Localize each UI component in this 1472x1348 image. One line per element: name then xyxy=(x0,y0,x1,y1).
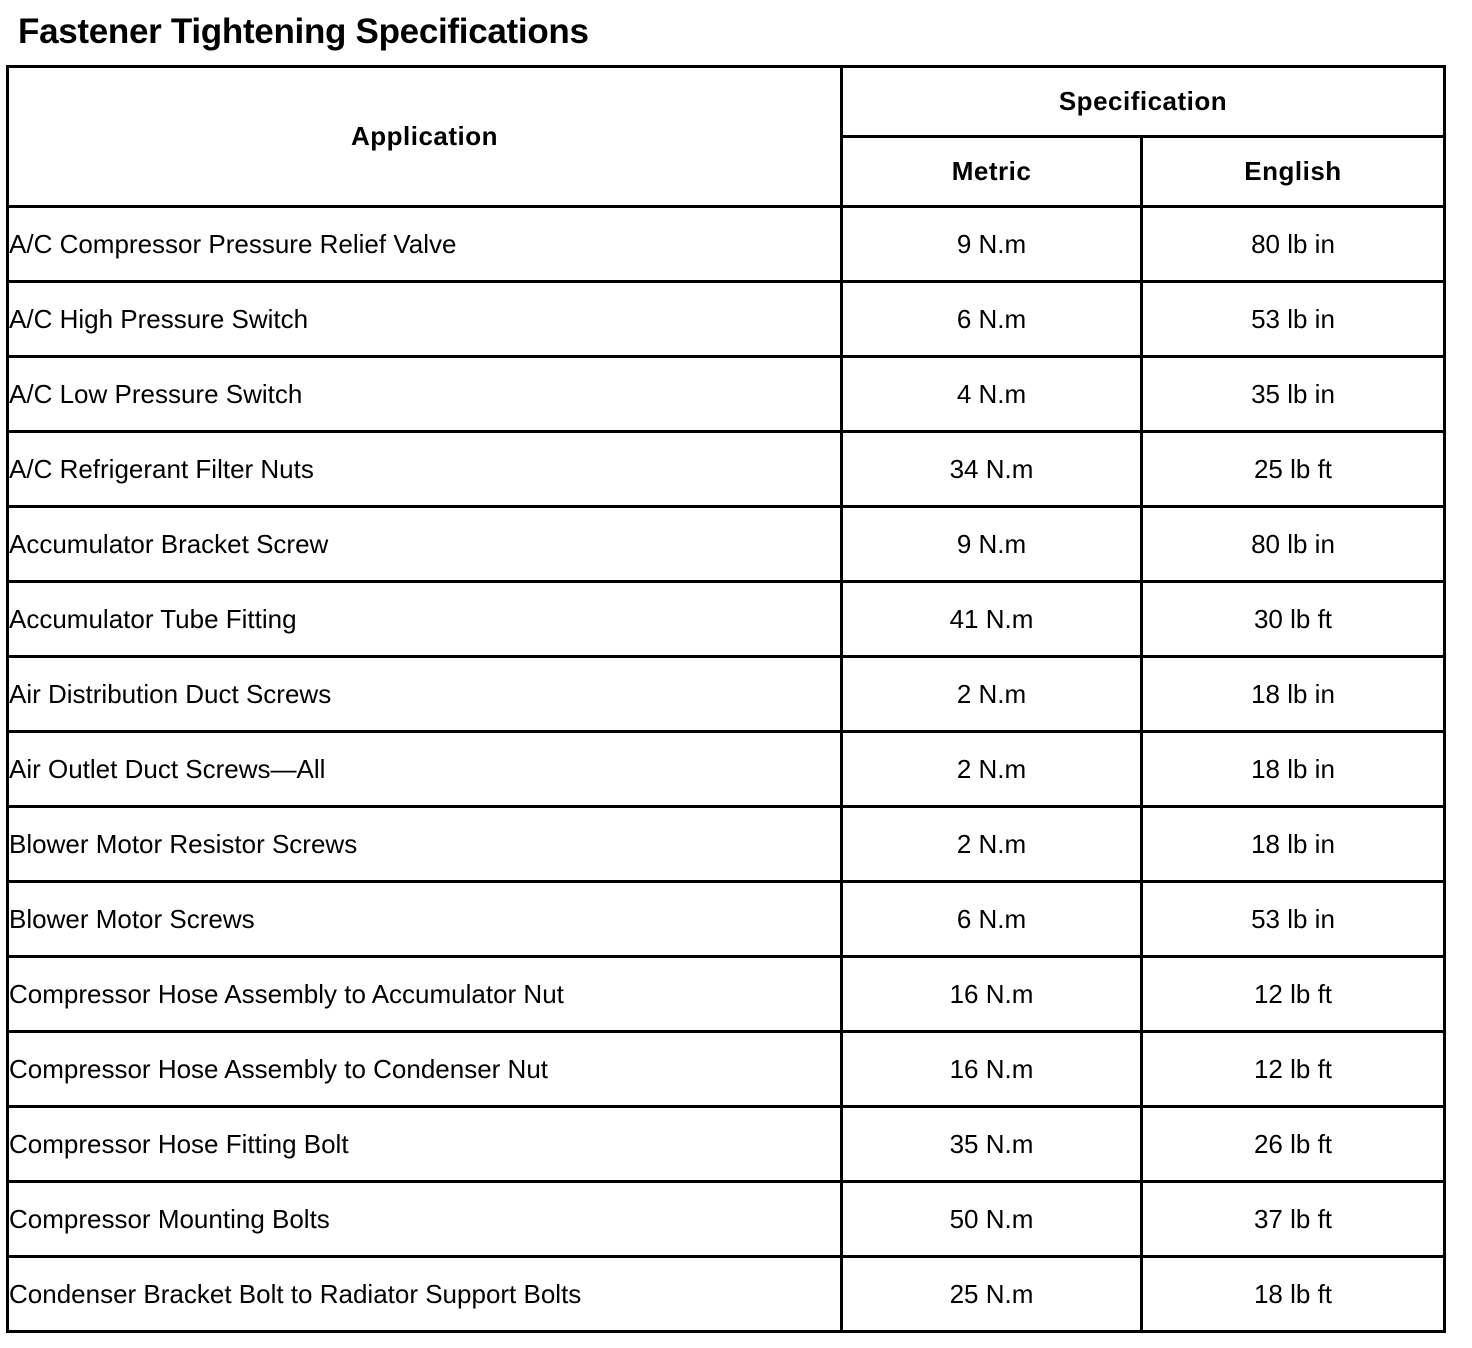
english-value-cell: 80 lb in xyxy=(1142,207,1445,282)
table-row xyxy=(8,732,1445,807)
metric-value-cell: 34 N.m xyxy=(842,432,1142,507)
table-row xyxy=(8,807,1445,882)
application-cell: Air Distribution Duct Screws xyxy=(8,657,842,732)
table-row xyxy=(8,357,1445,432)
metric-value-cell: 6 N.m xyxy=(842,282,1142,357)
table-row xyxy=(8,1107,1445,1182)
application-cell: Compressor Mounting Bolts xyxy=(8,1182,842,1257)
table-row xyxy=(8,432,1445,507)
application-cell: Accumulator Bracket Screw xyxy=(8,507,842,582)
metric-value-cell: 2 N.m xyxy=(842,657,1142,732)
table-row xyxy=(8,1032,1445,1107)
english-value-cell: 53 lb in xyxy=(1142,882,1445,957)
application-cell: A/C Compressor Pressure Relief Valve xyxy=(8,207,842,282)
application-column-header: Application xyxy=(8,67,842,207)
metric-column-header: Metric xyxy=(842,137,1142,207)
metric-value-cell: 25 N.m xyxy=(842,1257,1142,1332)
specification-column-header: Specification xyxy=(842,67,1445,137)
application-cell: Compressor Hose Fitting Bolt xyxy=(8,1107,842,1182)
english-column-header: English xyxy=(1142,137,1445,207)
table-row xyxy=(8,1257,1445,1332)
table-row xyxy=(8,582,1445,657)
english-value-cell: 12 lb ft xyxy=(1142,957,1445,1032)
metric-value-cell: 41 N.m xyxy=(842,582,1142,657)
table-row xyxy=(8,507,1445,582)
metric-value-cell: 35 N.m xyxy=(842,1107,1142,1182)
metric-value-cell: 16 N.m xyxy=(842,1032,1142,1107)
table-row xyxy=(8,207,1445,282)
metric-value-cell: 2 N.m xyxy=(842,807,1142,882)
metric-value-cell: 50 N.m xyxy=(842,1182,1142,1257)
table-body xyxy=(8,207,1445,1332)
metric-value-cell: 6 N.m xyxy=(842,882,1142,957)
metric-value-cell: 4 N.m xyxy=(842,357,1142,432)
application-cell: Condenser Bracket Bolt to Radiator Support Bolts xyxy=(8,1257,842,1332)
fastener-spec-table xyxy=(6,65,1446,1333)
application-cell: Compressor Hose Assembly to Accumulator Nut xyxy=(8,957,842,1032)
application-cell: Blower Motor Screws xyxy=(8,882,842,957)
english-value-cell: 18 lb in xyxy=(1142,807,1445,882)
metric-value-cell: 9 N.m xyxy=(842,507,1142,582)
metric-value-cell: 2 N.m xyxy=(842,732,1142,807)
application-cell: A/C Low Pressure Switch xyxy=(8,357,842,432)
application-cell: Blower Motor Resistor Screws xyxy=(8,807,842,882)
english-value-cell: 80 lb in xyxy=(1142,507,1445,582)
table-row xyxy=(8,882,1445,957)
table-header xyxy=(8,67,1445,207)
english-value-cell: 18 lb ft xyxy=(1142,1257,1445,1332)
english-value-cell: 35 lb in xyxy=(1142,357,1445,432)
english-value-cell: 18 lb in xyxy=(1142,657,1445,732)
english-value-cell: 12 lb ft xyxy=(1142,1032,1445,1107)
application-cell: Accumulator Tube Fitting xyxy=(8,582,842,657)
english-value-cell: 25 lb ft xyxy=(1142,432,1445,507)
table-row xyxy=(8,657,1445,732)
english-value-cell: 53 lb in xyxy=(1142,282,1445,357)
metric-value-cell: 9 N.m xyxy=(842,207,1142,282)
application-cell: A/C Refrigerant Filter Nuts xyxy=(8,432,842,507)
page-title: Fastener Tightening Specifications xyxy=(18,12,589,51)
application-cell: A/C High Pressure Switch xyxy=(8,282,842,357)
table-row xyxy=(8,1182,1445,1257)
english-value-cell: 18 lb in xyxy=(1142,732,1445,807)
table-row xyxy=(8,282,1445,357)
english-value-cell: 37 lb ft xyxy=(1142,1182,1445,1257)
application-cell: Compressor Hose Assembly to Condenser Nut xyxy=(8,1032,842,1107)
english-value-cell: 26 lb ft xyxy=(1142,1107,1445,1182)
table-row xyxy=(8,957,1445,1032)
application-cell: Air Outlet Duct Screws—All xyxy=(8,732,842,807)
english-value-cell: 30 lb ft xyxy=(1142,582,1445,657)
metric-value-cell: 16 N.m xyxy=(842,957,1142,1032)
